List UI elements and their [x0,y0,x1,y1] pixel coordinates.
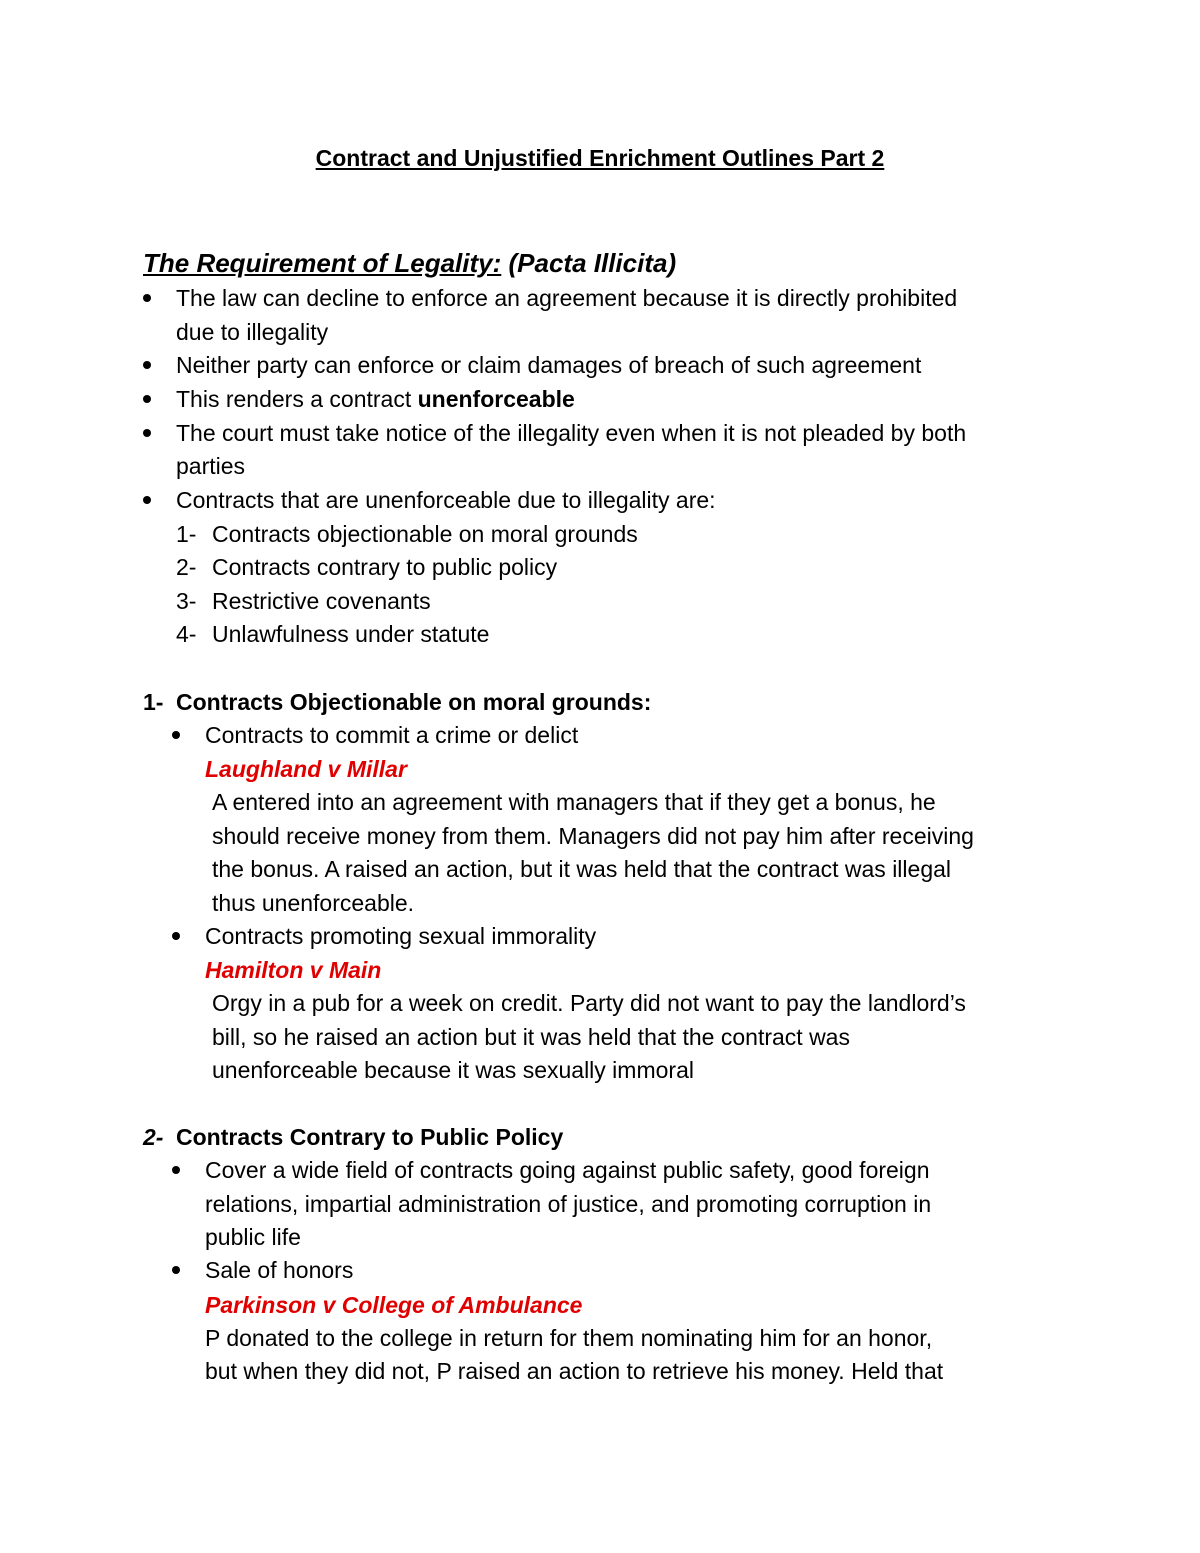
list-item: Unlawfulness under statute [212,621,490,647]
case-description: P donated to the college in return for them nominating him for an honor, [205,1325,933,1351]
section-heading-public-policy: Contracts Contrary to Public Policy [176,1124,564,1150]
bullet-icon [143,429,151,437]
bullet-text-continued: public life [205,1224,301,1250]
bullet-text-continued: relations, impartial administration of justice, and promoting corruption in [205,1191,932,1217]
section-heading-legality [143,248,676,278]
case-description: bill, so he raised an action but it was held that the contract was [212,1024,850,1050]
bullet-text: The court must take notice of the illegality even when it is not pleaded by both [176,420,967,446]
list-number: 3- [176,588,197,614]
case-name: Laughland v Millar [205,756,407,782]
list-item: Restrictive covenants [212,588,431,614]
case-description: A entered into an agreement with managers that if they get a bonus, he [212,789,936,815]
bullet-icon [143,496,151,504]
bullet-icon [143,294,151,302]
list-number: 1- [176,521,197,547]
bullet-icon [143,395,151,403]
list-item: Contracts objectionable on moral grounds [212,521,638,547]
list-item: Contracts contrary to public policy [212,554,558,580]
bullet-text: Cover a wide field of contracts going against public safety, good foreign [205,1157,930,1183]
bullet-text-continued: due to illegality [176,319,329,345]
bullet-icon [172,1166,180,1174]
case-description: unenforceable because it was sexually immoral [212,1057,694,1083]
case-description: should receive money from them. Managers did not pay him after receiving [212,823,974,849]
bullet-text: Contracts to commit a crime or delict [205,722,579,748]
bullet-icon [172,932,180,940]
case-description: but when they did not, P raised an action to retrieve his money. Held that [205,1358,944,1384]
case-name: Parkinson v College of Ambulance [205,1292,583,1318]
bullet-icon [172,1266,180,1274]
section-heading-moral-grounds: Contracts Objectionable on moral grounds: [176,689,652,715]
list-number: 2- [176,554,197,580]
case-description: the bonus. A raised an action, but it was held that the contract was illegal [212,856,952,882]
bullet-text: Contracts that are unenforceable due to illegality are: [176,487,716,513]
bullet-text [176,384,575,414]
bullet-prefix: This renders a contract [176,386,418,412]
list-number: 4- [176,621,197,647]
bullet-icon [172,731,180,739]
section-number: 2- [143,1124,164,1150]
case-description: thus unenforceable. [212,890,415,916]
bullet-icon [143,361,151,369]
heading-latin-part: (Pacta Illicita) [501,248,677,278]
bullet-text: The law can decline to enforce an agreement because it is directly prohibited [176,285,958,311]
bullet-text-continued: parties [176,453,246,479]
case-name: Hamilton v Main [205,957,382,983]
heading-underlined-part: The Requirement of Legality: [143,248,502,278]
section-number: 1- [143,689,164,715]
bold-term-unenforceable: unenforceable [417,386,575,412]
bullet-text: Sale of honors [205,1257,354,1283]
document-title: Contract and Unjustified Enrichment Outlines Part 2 [315,145,885,171]
case-description: Orgy in a pub for a week on credit. Party did not want to pay the landlord’s [212,990,966,1016]
bullet-text: Neither party can enforce or claim damages of breach of such agreement [176,352,922,378]
bullet-text: Contracts promoting sexual immorality [205,923,597,949]
